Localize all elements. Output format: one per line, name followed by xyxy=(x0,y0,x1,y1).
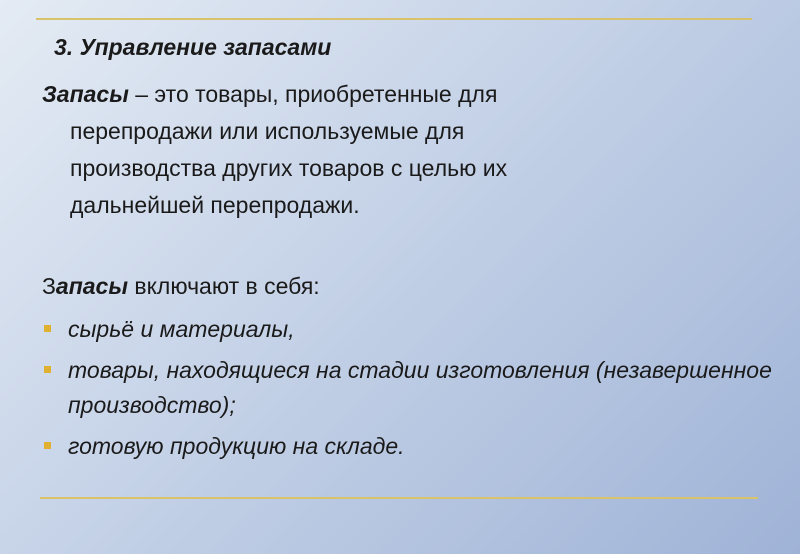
intro-term: апасы xyxy=(55,273,128,299)
top-divider xyxy=(36,18,752,20)
list-item-text: товары, находящиеся на стадии изготовления (незавершенное производство); xyxy=(68,357,772,418)
definition-line-4: дальнейшей перепродажи. xyxy=(70,192,360,218)
definition-paragraph xyxy=(42,76,742,224)
inventory-items-list xyxy=(42,312,782,470)
list-item xyxy=(42,429,782,464)
list-item-text: готовую продукцию на складе. xyxy=(68,433,405,459)
definition-line-2: перепродажи или используемые для xyxy=(70,118,465,144)
definition-term: Запасы xyxy=(42,81,129,107)
intro-text: включают в себя: xyxy=(127,273,320,299)
list-item-text: сырьё и материалы, xyxy=(68,316,295,342)
includes-intro xyxy=(42,268,320,305)
bullet-square-icon xyxy=(44,325,51,332)
list-item xyxy=(42,353,782,423)
bullet-square-icon xyxy=(44,442,51,449)
intro-term-first-letter: З xyxy=(42,273,56,299)
slide-title: 3. Управление запасами xyxy=(54,34,332,60)
bottom-divider xyxy=(40,497,758,499)
list-item xyxy=(42,312,782,347)
definition-line-1: – это товары, приобретенные для xyxy=(128,81,498,107)
definition-line-3: производства других товаров с целью их xyxy=(70,155,508,181)
bullet-square-icon xyxy=(44,366,51,373)
